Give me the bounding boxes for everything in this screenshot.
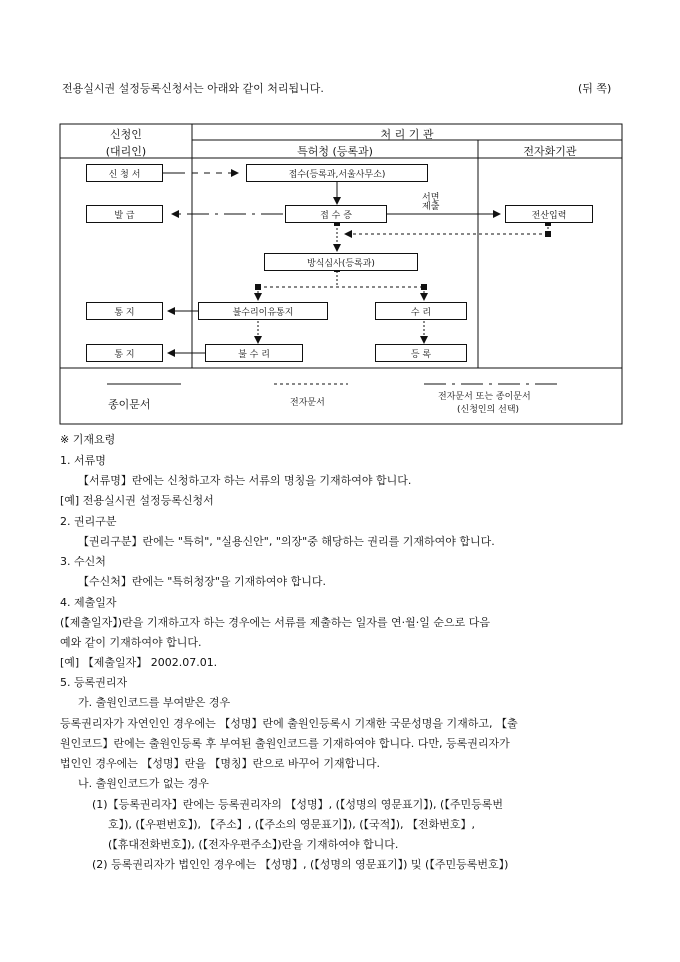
instr-line: 5. 등록권리자 — [60, 676, 128, 689]
box-rejected: 불 수 리 — [205, 344, 303, 362]
instr-line: 3. 수신처 — [60, 555, 106, 568]
instr-line: 예와 같이 기재하여야 합니다. — [60, 636, 202, 649]
box-application: 신 청 서 — [86, 164, 163, 182]
box-receipt: 접수(등록과,서울사무소) — [246, 164, 428, 182]
instr-line: 2. 권리구분 — [60, 515, 117, 528]
instr-line: 【권리구분】란에는 "특허", "실용신안", "의장"중 해당하는 권리를 기재하여야 합니다. — [78, 535, 495, 548]
col-applicant: 신청인 — [110, 128, 142, 141]
col-agent: (대리인) — [105, 145, 147, 158]
instr-line: 【서류명】란에는 신청하고자 하는 서류의 명칭을 기재하여야 합니다. — [78, 474, 412, 487]
instr-line: 법인인 경우에는 【성명】란을 【명칭】란으로 바꾸어 기재합니다. — [60, 757, 381, 770]
instr-line: [예] 【제출일자】 2002.07.01. — [60, 656, 218, 669]
page-side-label: (뒤 쪽) — [578, 82, 612, 95]
instr-line: 【수신처】란에는 "특허청장"을 기재하여야 합니다. — [78, 575, 326, 588]
node-marker — [255, 284, 261, 290]
legend-either-2: (신청인의 선택) — [457, 405, 520, 415]
instr-line: 1. 서류명 — [60, 454, 106, 467]
arrow-label-written-submission: 서면 제출 — [422, 193, 440, 212]
intro-text: 전용실시권 설정등록신청서는 아래와 같이 처리됩니다. — [62, 82, 324, 95]
box-receipt-cert: 접 수 증 — [285, 205, 387, 223]
box-notice-2: 통 지 — [86, 344, 163, 362]
instr-line: 등록권리자가 자연인인 경우에는 【성명】란에 출원인등록시 기재한 국문성명을 기재하고, 【출 — [60, 717, 518, 730]
node-marker — [421, 284, 427, 290]
box-formal-exam: 방식심사(등록과) — [264, 253, 418, 271]
instr-line: 원인코드】란에는 출원인등록 후 부여된 출원인코드를 기재하여야 합니다. 다만, 등록권리자가 — [60, 737, 510, 750]
instr-line: (【제출일자】)란을 기재하고자 하는 경우에는 서류를 제출하는 일자를 연·월·일 순으로 다음 — [60, 616, 490, 629]
legend-either-1: 전자문서 또는 종이문서 — [438, 392, 531, 402]
instructions-heading: ※ 기재요령 — [60, 433, 116, 446]
instr-line: 4. 제출일자 — [60, 596, 117, 609]
instr-line: 가. 출원인코드를 부여받은 경우 — [78, 696, 231, 709]
instr-line: (2) 등록권리자가 법인인 경우에는 【성명】, (【성명의 영문표기】) 및 (【주민등록번호】) — [92, 858, 509, 871]
col-electronic: 전자화기관 — [523, 145, 577, 158]
instr-line: 나. 출원인코드가 없는 경우 — [78, 777, 209, 790]
box-electronic-input: 전산입력 — [505, 205, 593, 223]
box-rejection-notice: 불수리이유통지 — [198, 302, 328, 320]
instr-line: 호】), (【우편번호】), 【주소】, (【주소의 영문표기】), (【국적】), 【전화번호】, — [108, 818, 476, 831]
box-accept: 수 리 — [375, 302, 467, 320]
col-processing: 처 리 기 관 — [380, 128, 434, 141]
instr-line: (1)【등록권리자】란에는 등록권리자의 【성명】, (【성명의 영문표기】), (【주민등록번 — [92, 798, 503, 811]
legend-paper: 종이문서 — [108, 398, 151, 411]
box-registration: 등 록 — [375, 344, 467, 362]
node-marker — [545, 231, 551, 237]
box-notice-1: 통 지 — [86, 302, 163, 320]
instr-line: (【휴대전화번호】), (【전자우편주소】)란을 기재하여야 합니다. — [108, 838, 399, 851]
col-kipo: 특허청 (등록과) — [297, 145, 373, 158]
box-issue: 발 급 — [86, 205, 163, 223]
legend-electronic: 전자문서 — [290, 398, 325, 408]
instr-line: [예] 전용실시권 설정등록신청서 — [60, 494, 214, 507]
